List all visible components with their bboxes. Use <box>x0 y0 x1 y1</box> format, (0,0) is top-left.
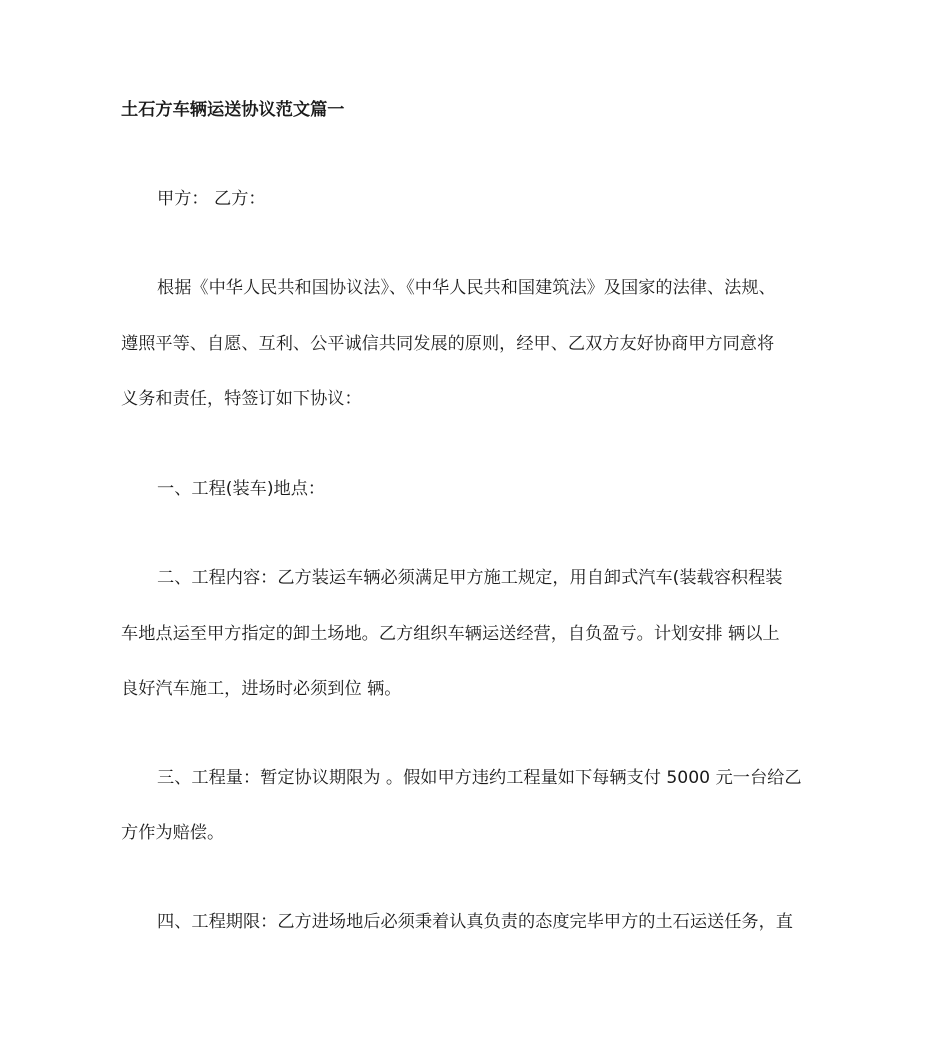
paragraph-line: 良好汽车施工，进场时必须到位 辆。 <box>121 679 402 699</box>
parties-line: 甲方： 乙方： <box>157 189 266 209</box>
paragraph-line: 遵照平等、自愿、互利、公平诚信共同发展的原则，经甲、乙双方友好协商甲方同意将 <box>121 334 775 354</box>
paragraph-line: 四、工程期限：乙方进场地后必须秉着认真负责的态度完毕甲方的土石运送任务，直 <box>157 912 793 932</box>
section-heading: 一、工程(装车)地点： <box>157 479 326 499</box>
paragraph-line: 根据《中华人民共和国协议法》、《中华人民共和国建筑法》及国家的法律、法规、 <box>157 278 776 298</box>
paragraph-line: 三、工程量：暂定协议期限为 。假如甲方违约工程量如下每辆支付 5000 元一台给乙 <box>157 768 802 788</box>
paragraph-line: 方作为赔偿。 <box>121 823 225 843</box>
paragraph-line: 二、工程内容：乙方装运车辆必须满足甲方施工规定，用自卸式汽车(装载容积程装 <box>157 568 783 588</box>
document-title: 土石方车辆运送协议范文篇一 <box>121 100 345 120</box>
paragraph-line: 义务和责任，特签订如下协议： <box>121 389 362 409</box>
paragraph-line: 车地点运至甲方指定的卸土场地。乙方组织车辆运送经营，自负盈亏。计划安排 辆以上 <box>121 624 780 644</box>
